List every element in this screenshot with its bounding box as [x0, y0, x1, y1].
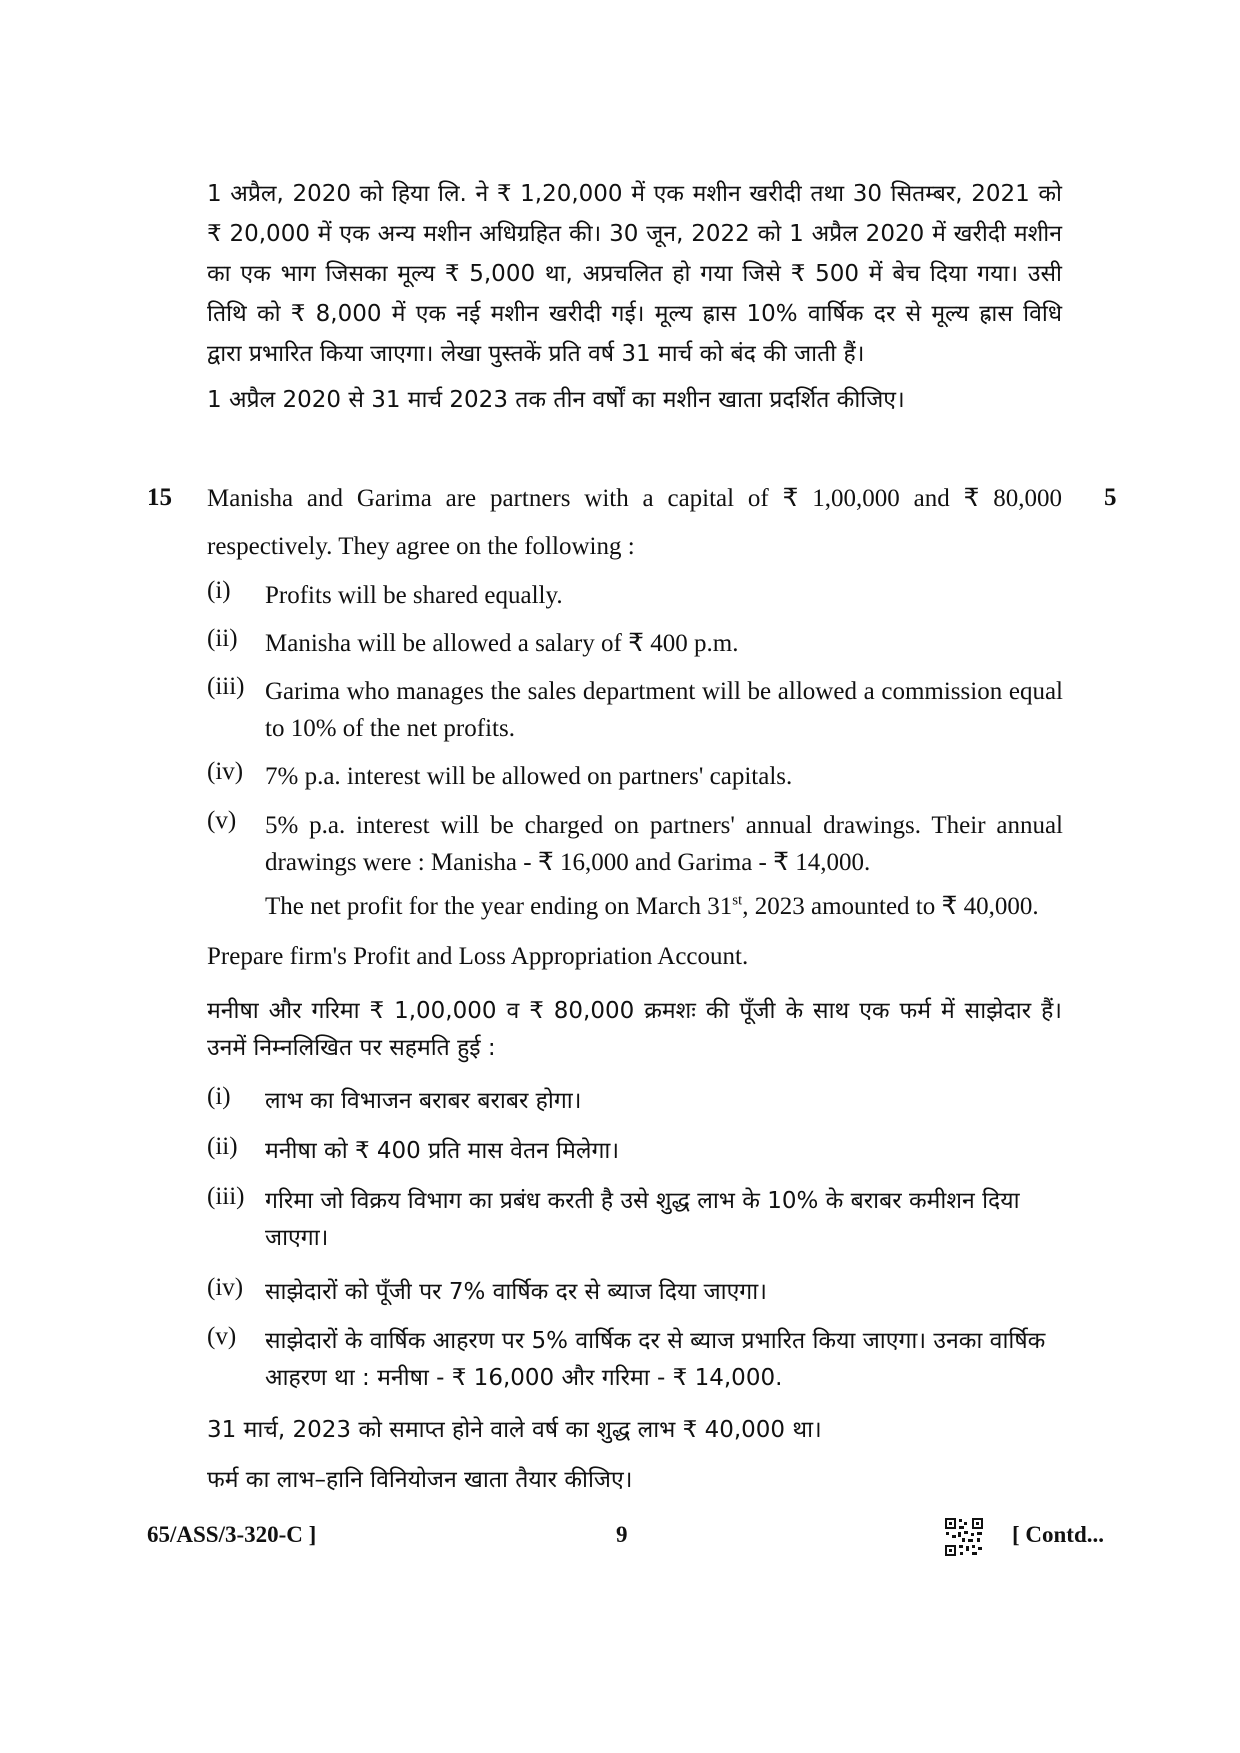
- en-item-text: 7% p.a. interest will be allowed on partners' capitals.: [265, 763, 793, 790]
- net-profit-text-end: , 2023 amounted to ₹ 40,000.: [742, 893, 1039, 920]
- en-item-text: Manisha will be allowed a salary of ₹ 400 p.m.: [265, 630, 739, 657]
- prev-hindi-line: का एक भाग जिसका मूल्य ₹ 5,000 था, अप्रचलित हो गया जिसे ₹ 500 में बेच दिया गया। उसी: [207, 261, 1062, 287]
- en-item-text: Garima who manages the sales department will be allowed a commission equal to 10% of the net profits.: [265, 678, 1063, 742]
- prev-hindi-line: ₹ 20,000 में एक अन्य मशीन अधिग्रहित की। 30 जून, 2022 को 1 अप्रैल 2020 में खरीदी मशीन: [207, 221, 1062, 247]
- paper-code: 65/ASS/3-320-C ]: [147, 1522, 317, 1547]
- hi-item-text: लाभ का विभाजन बराबर बराबर होगा।: [265, 1088, 582, 1114]
- hindi-net-profit: 31 मार्च, 2023 को समाप्त होने वाले वर्ष का शुद्ध लाभ ₹ 40,000 था।: [207, 1417, 822, 1443]
- continued-marker: [ Contd...: [1012, 1522, 1105, 1547]
- hi-item-number: (v): [207, 1323, 237, 1350]
- hindi-intro-line1: मनीषा और गरिमा ₹ 1,00,000 व ₹ 80,000 क्रमशः की पूँजी के साथ एक फर्म में साझेदार हैं।: [207, 998, 1062, 1024]
- hindi-intro-line2: उनमें निम्नलिखित पर सहमति हुई :: [207, 1035, 496, 1061]
- en-item-number: (ii): [207, 625, 238, 652]
- net-profit-statement: [265, 891, 1039, 921]
- hi-item-text: गरिमा जो विक्रय विभाग का प्रबंध करती है उसे शुद्ध लाभ के 10% के बराबर कमीशन दिया जाएगा।: [265, 1188, 1020, 1251]
- question-marks: 5: [1104, 484, 1117, 511]
- hi-item-number: (iii): [207, 1183, 245, 1210]
- question-intro-line2: respectively. They agree on the following :: [207, 533, 635, 560]
- prev-hindi-line: 1 अप्रैल, 2020 को हिया लि. ने ₹ 1,20,000 में एक मशीन खरीदी तथा 30 सितम्बर, 2021 को: [207, 181, 1062, 207]
- hindi-prepare-instruction: फर्म का लाभ–हानि विनियोजन खाता तैयार कीजिए।: [207, 1467, 633, 1493]
- en-item-text: Profits will be shared equally.: [265, 582, 563, 609]
- hi-item-number: (ii): [207, 1133, 238, 1160]
- prev-question-instruction: 1 अप्रैल 2020 से 31 मार्च 2023 तक तीन वर्षों का मशीन खाता प्रदर्शित कीजिए।: [207, 387, 905, 413]
- question-intro-line1: Manisha and Garima are partners with a capital of ₹ 1,00,000 and ₹ 80,000: [207, 485, 1062, 512]
- en-item-text: 5% p.a. interest will be charged on partners' annual drawings. Their annual drawings were : Manisha - ₹ 16,000 and Garima - ₹ 14,000.: [265, 812, 1063, 876]
- hi-item-text: मनीषा को ₹ 400 प्रति मास वेतन मिलेगा।: [265, 1138, 620, 1164]
- prepare-instruction-en: Prepare firm's Profit and Loss Appropriation Account.: [207, 943, 749, 970]
- hi-item-text: साझेदारों के वार्षिक आहरण पर 5% वार्षिक दर से ब्याज प्रभारित किया जाएगा। उनका वार्षिक आहरण था : मनीषा - ₹ 16,000 और गरिमा - ₹ 14,000.: [265, 1328, 1046, 1391]
- net-profit-superscript: st: [732, 892, 743, 909]
- en-item-number: (i): [207, 577, 231, 604]
- hi-item-number: (i): [207, 1083, 231, 1110]
- en-item-number: (v): [207, 807, 237, 834]
- net-profit-text: The net profit for the year ending on March 31: [265, 893, 733, 920]
- page-number: 9: [616, 1522, 628, 1547]
- prev-hindi-line: द्वारा प्रभारित किया जाएगा। लेखा पुस्तकें प्रति वर्ष 31 मार्च को बंद की जाती हैं।: [207, 341, 865, 367]
- prev-question-paragraph: [207, 174, 1062, 374]
- en-item-number: (iii): [207, 673, 245, 700]
- qr-code-icon: [944, 1517, 984, 1557]
- en-item-number: (iv): [207, 758, 244, 785]
- hi-item-text: साझेदारों को पूँजी पर 7% वार्षिक दर से ब्याज दिया जाएगा।: [265, 1279, 767, 1305]
- question-number: 15: [147, 484, 172, 511]
- prev-hindi-line: तिथि को ₹ 8,000 में एक नई मशीन खरीदी गई। मूल्य ह्रास 10% वार्षिक दर से मूल्य ह्रास विधि: [207, 301, 1062, 327]
- hi-item-number: (iv): [207, 1274, 244, 1301]
